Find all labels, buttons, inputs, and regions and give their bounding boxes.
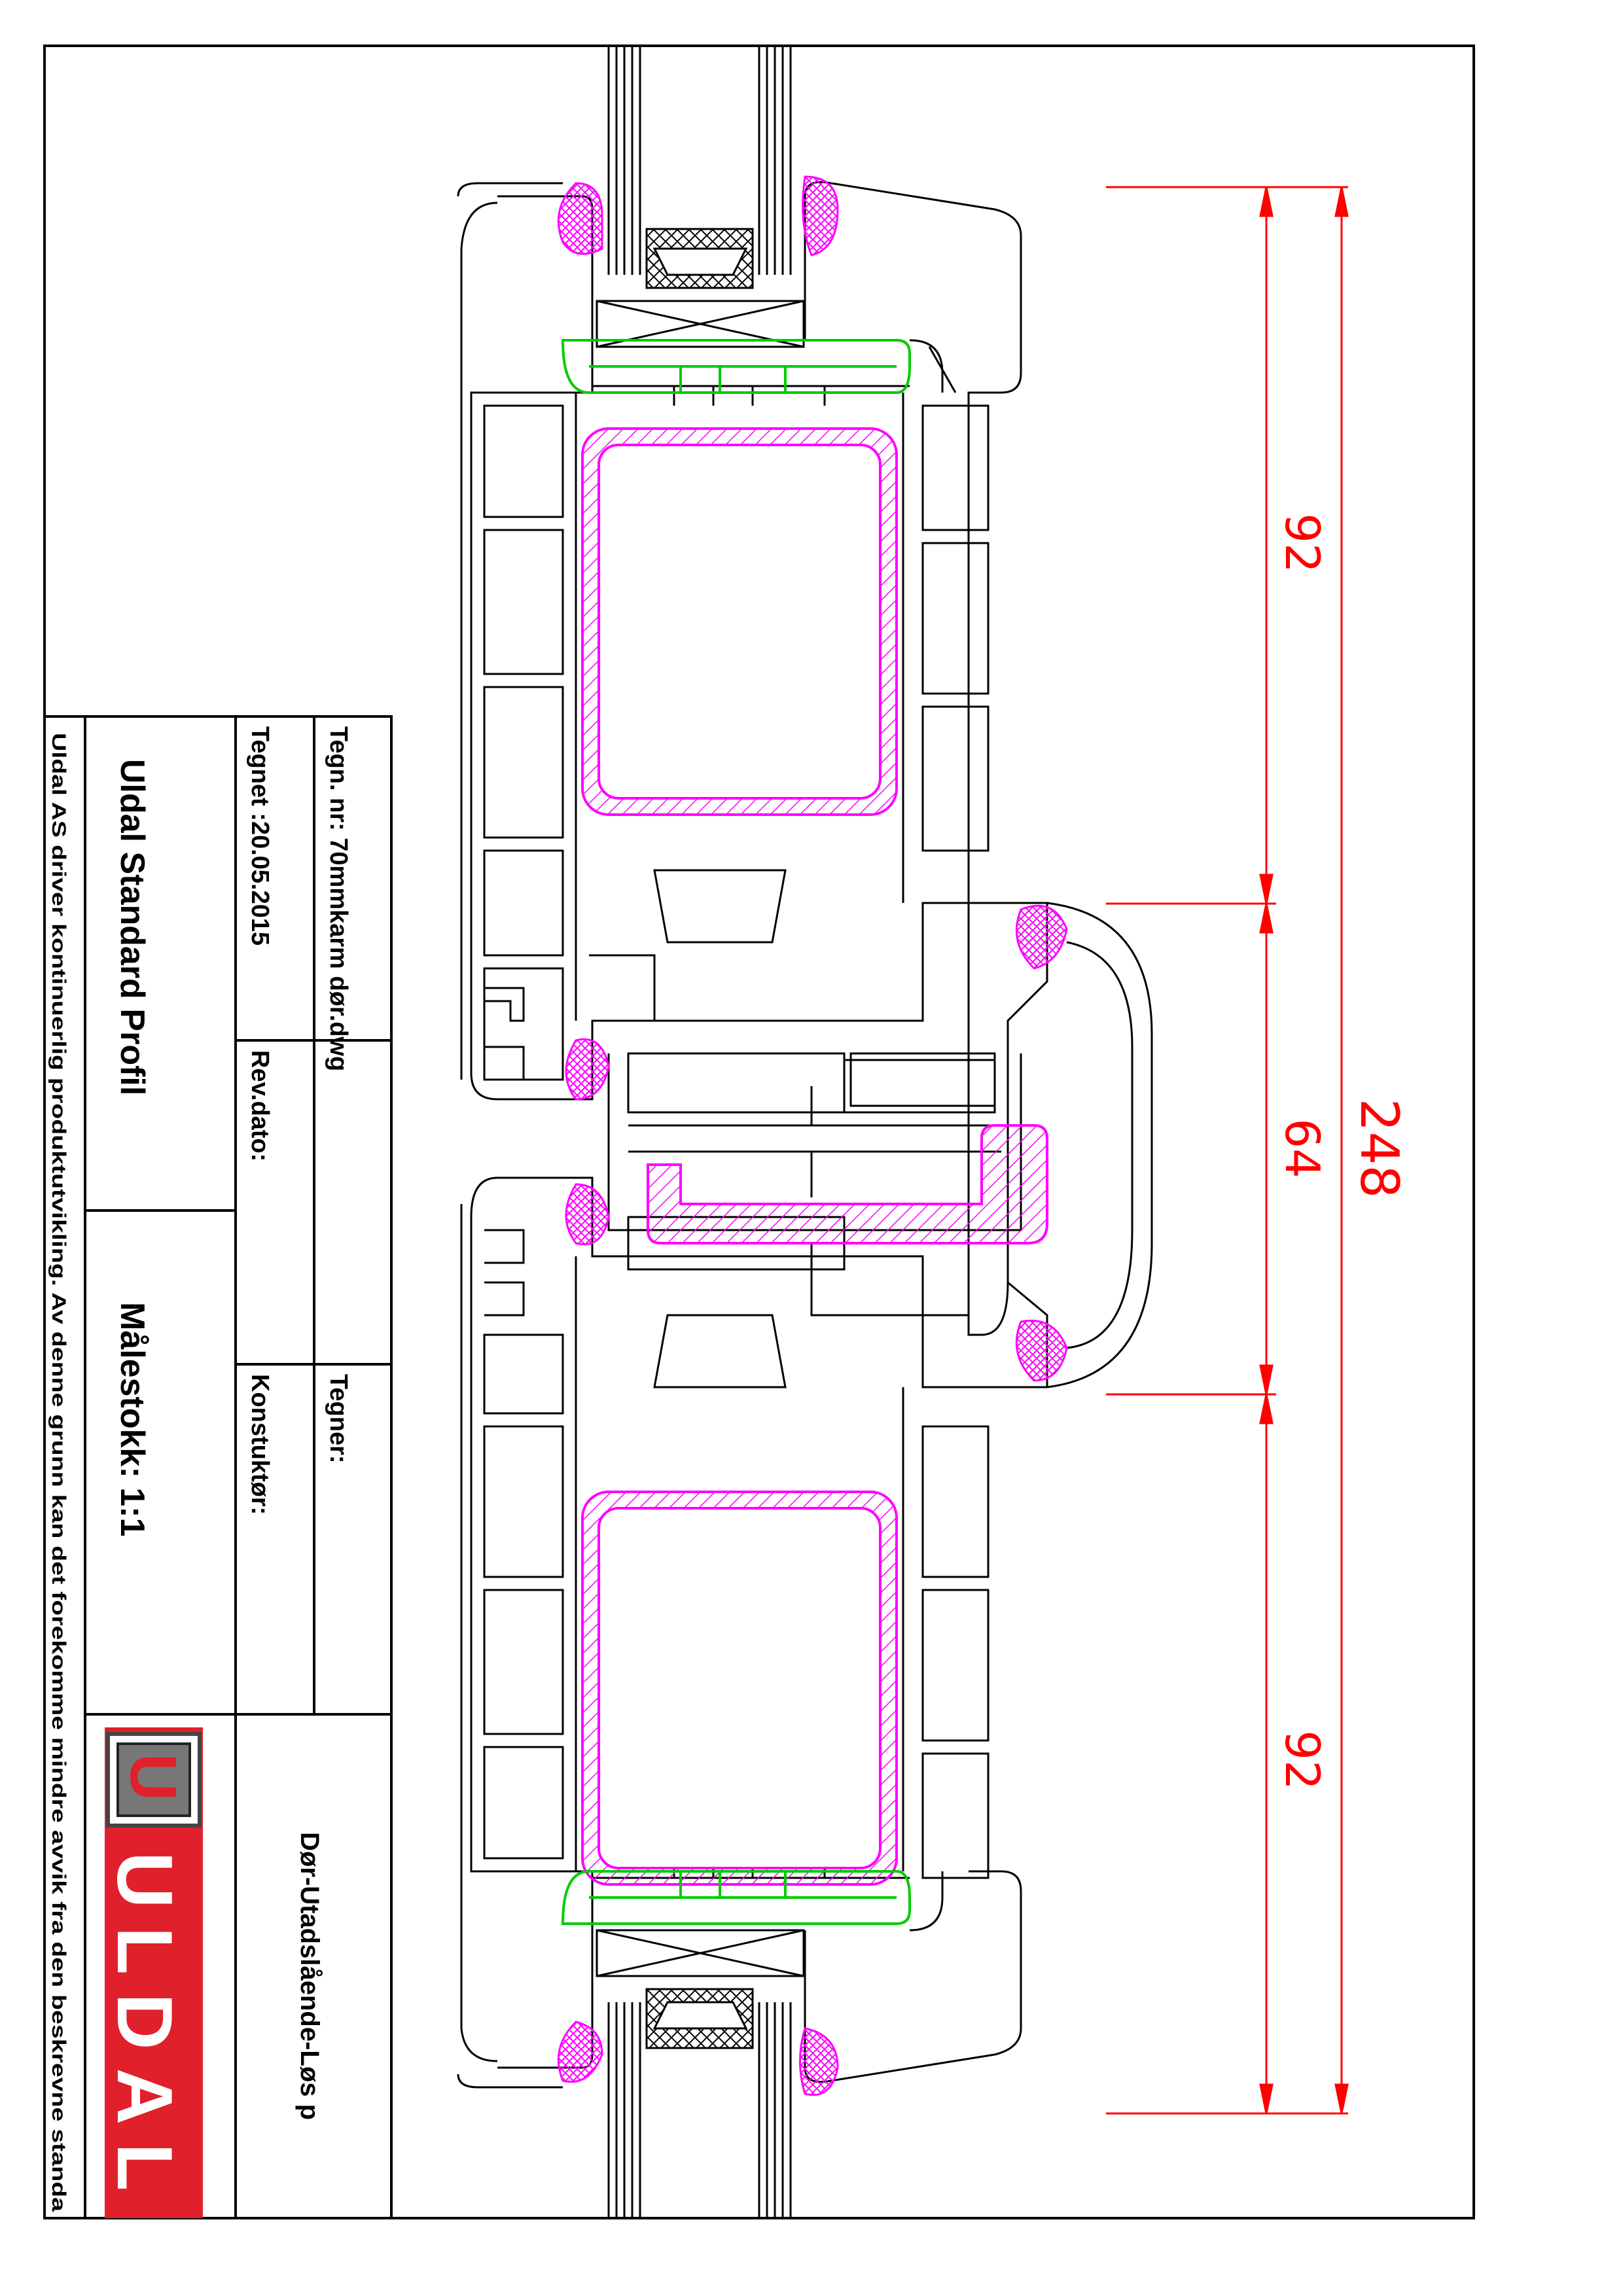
dimension-middle: 64 — [1275, 1118, 1330, 1178]
dimension-top: 92 — [1275, 513, 1330, 573]
scale: Målestokk: 1:1 — [113, 1302, 151, 1537]
steel-reinforcement-centre — [648, 1125, 1047, 1243]
drawing-number: Tegn. nr: 70mmkarm dør.dwg — [325, 726, 352, 1072]
uldal-logo — [101, 1727, 203, 2218]
dimension-total: 248 — [1349, 1098, 1410, 1199]
logo-mark: U — [116, 1754, 190, 1801]
drawing-description: Dør-Utadslående-Løs p — [295, 1832, 324, 2121]
logo-text: ULDAL — [101, 1852, 188, 2210]
revision-date: Rev.dato: — [246, 1050, 274, 1162]
glass-spacer-bottom — [597, 1930, 804, 2048]
profile-name: Uldal Standard Profil — [113, 759, 151, 1096]
drawn-by: Tegner: — [325, 1374, 352, 1464]
steel-reinforcement-bottom — [582, 1492, 897, 1884]
dimension-bottom: 92 — [1275, 1730, 1330, 1790]
glass-spacer-top — [597, 229, 804, 347]
disclaimer: Uldal AS driver kontinuerlig produktutvikling. Av denne grunn kan det forekomme mindre avvik fra den beskrevne standa — [48, 733, 69, 1862]
steel-reinforcement-top — [582, 429, 897, 815]
designer: Konstuktør: — [246, 1374, 274, 1515]
drawn-date: Tegnet :20.05.2015 — [246, 726, 274, 946]
glazing-bead-top — [563, 340, 910, 393]
